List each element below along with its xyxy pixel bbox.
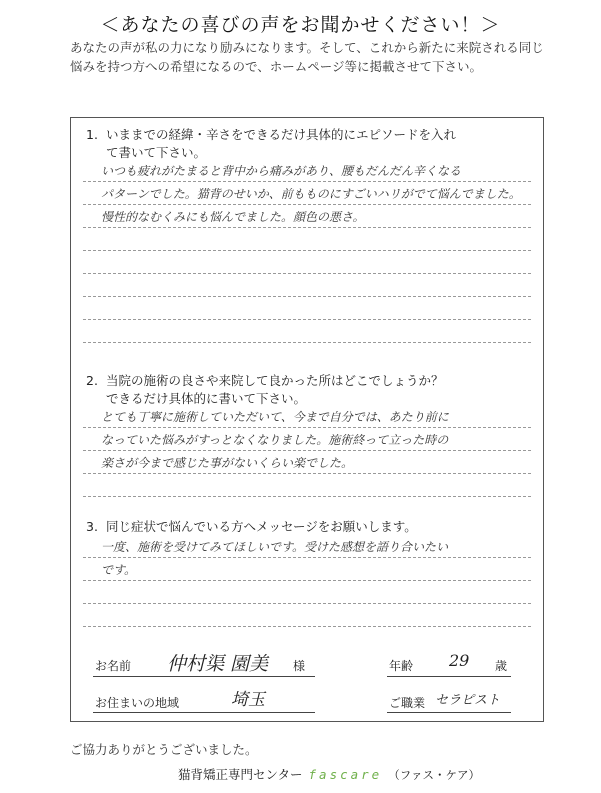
question-text: 同じ症状で悩んでいる方へメッセージをお願いします。 bbox=[106, 519, 417, 534]
question-text: できるだけ具体的に書いて下さい。 bbox=[106, 391, 307, 406]
rule-line bbox=[83, 250, 531, 251]
name-value[interactable]: 仲村渠 園美 bbox=[167, 653, 269, 675]
page-title: ＜あなたの喜びの声をお聞かせください！＞ bbox=[100, 14, 501, 36]
age-underline bbox=[387, 676, 511, 677]
answer-line[interactable]: 慢性的なむくみにも悩んでました。顔色の悪さ。 bbox=[101, 210, 365, 224]
intro-text: あなたの声が私の力になり励みになります。そして、これから新たに来院される同じ悩みを持つ方への希望になるので、ホームページ等に掲載させて下さい。 bbox=[70, 40, 544, 74]
job-label: ご職業 bbox=[389, 696, 426, 710]
honorific: 様 bbox=[293, 659, 306, 673]
question-1 bbox=[86, 126, 456, 162]
answer-line[interactable]: いつも疲れがたまると背中から痛みがあり、腰もだんだん辛くなる bbox=[101, 164, 462, 178]
rule-line bbox=[83, 626, 531, 627]
survey-box bbox=[70, 117, 544, 722]
rule-line bbox=[83, 450, 531, 451]
rule-line bbox=[83, 603, 531, 604]
question-number: 2. bbox=[86, 373, 98, 388]
rule-line bbox=[83, 273, 531, 274]
rule-line bbox=[83, 427, 531, 428]
area-label: お住まいの地域 bbox=[95, 696, 180, 710]
answer-line[interactable]: なっていた悩みがすっとなくなりました。施術終って立った時の bbox=[101, 433, 449, 447]
thanks-text: ご協力ありがとうございました。 bbox=[70, 742, 258, 757]
answer-line[interactable]: です。 bbox=[101, 563, 137, 577]
job-underline bbox=[387, 712, 511, 713]
answer-line[interactable]: 楽さが今まで感じた事がないくらい楽でした。 bbox=[101, 456, 354, 470]
job-value[interactable]: セラピスト bbox=[435, 693, 501, 708]
rule-line bbox=[83, 181, 531, 182]
question-number: 1. bbox=[86, 127, 98, 142]
question-3 bbox=[86, 518, 417, 536]
rule-line bbox=[83, 496, 531, 497]
footer bbox=[178, 765, 480, 783]
rule-line bbox=[83, 580, 531, 581]
rule-line bbox=[83, 204, 531, 205]
rule-line bbox=[83, 296, 531, 297]
age-label: 年齢 bbox=[389, 659, 414, 673]
area-underline bbox=[93, 712, 315, 713]
answer-line[interactable]: 一度、施術を受けてみてほしいです。受けた感想を語り合いたい bbox=[101, 540, 449, 554]
question-text: いままでの経緯・辛さをできるだけ具体的にエピソードを入れ bbox=[106, 127, 457, 142]
rule-line bbox=[83, 227, 531, 228]
org-name: 猫背矯正専門センター bbox=[178, 767, 303, 782]
rule-line bbox=[83, 319, 531, 320]
question-text: 当院の施術の良さや来院して良かった所はどこでしょうか？ bbox=[106, 373, 444, 388]
rule-line bbox=[83, 557, 531, 558]
rule-line bbox=[83, 342, 531, 343]
answer-line[interactable]: とても丁寧に施術していただいて、今まで自分では、あたり前に bbox=[101, 410, 449, 424]
answer-line[interactable]: パターンでした。猫背のせいか、前もものにすごいハリがでて悩んでました。 bbox=[101, 187, 521, 201]
question-text: て書いて下さい。 bbox=[106, 145, 207, 160]
age-unit: 歳 bbox=[495, 659, 508, 673]
brand-logo: fascare bbox=[308, 767, 383, 782]
question-2 bbox=[86, 372, 444, 408]
name-label: お名前 bbox=[95, 659, 132, 673]
rule-line bbox=[83, 473, 531, 474]
brand-reading: （ファス・ケア） bbox=[388, 768, 480, 782]
question-number: 3. bbox=[86, 519, 98, 534]
name-underline bbox=[93, 676, 315, 677]
age-value[interactable]: 29 bbox=[449, 651, 470, 670]
area-value[interactable]: 埼玉 bbox=[231, 690, 265, 710]
